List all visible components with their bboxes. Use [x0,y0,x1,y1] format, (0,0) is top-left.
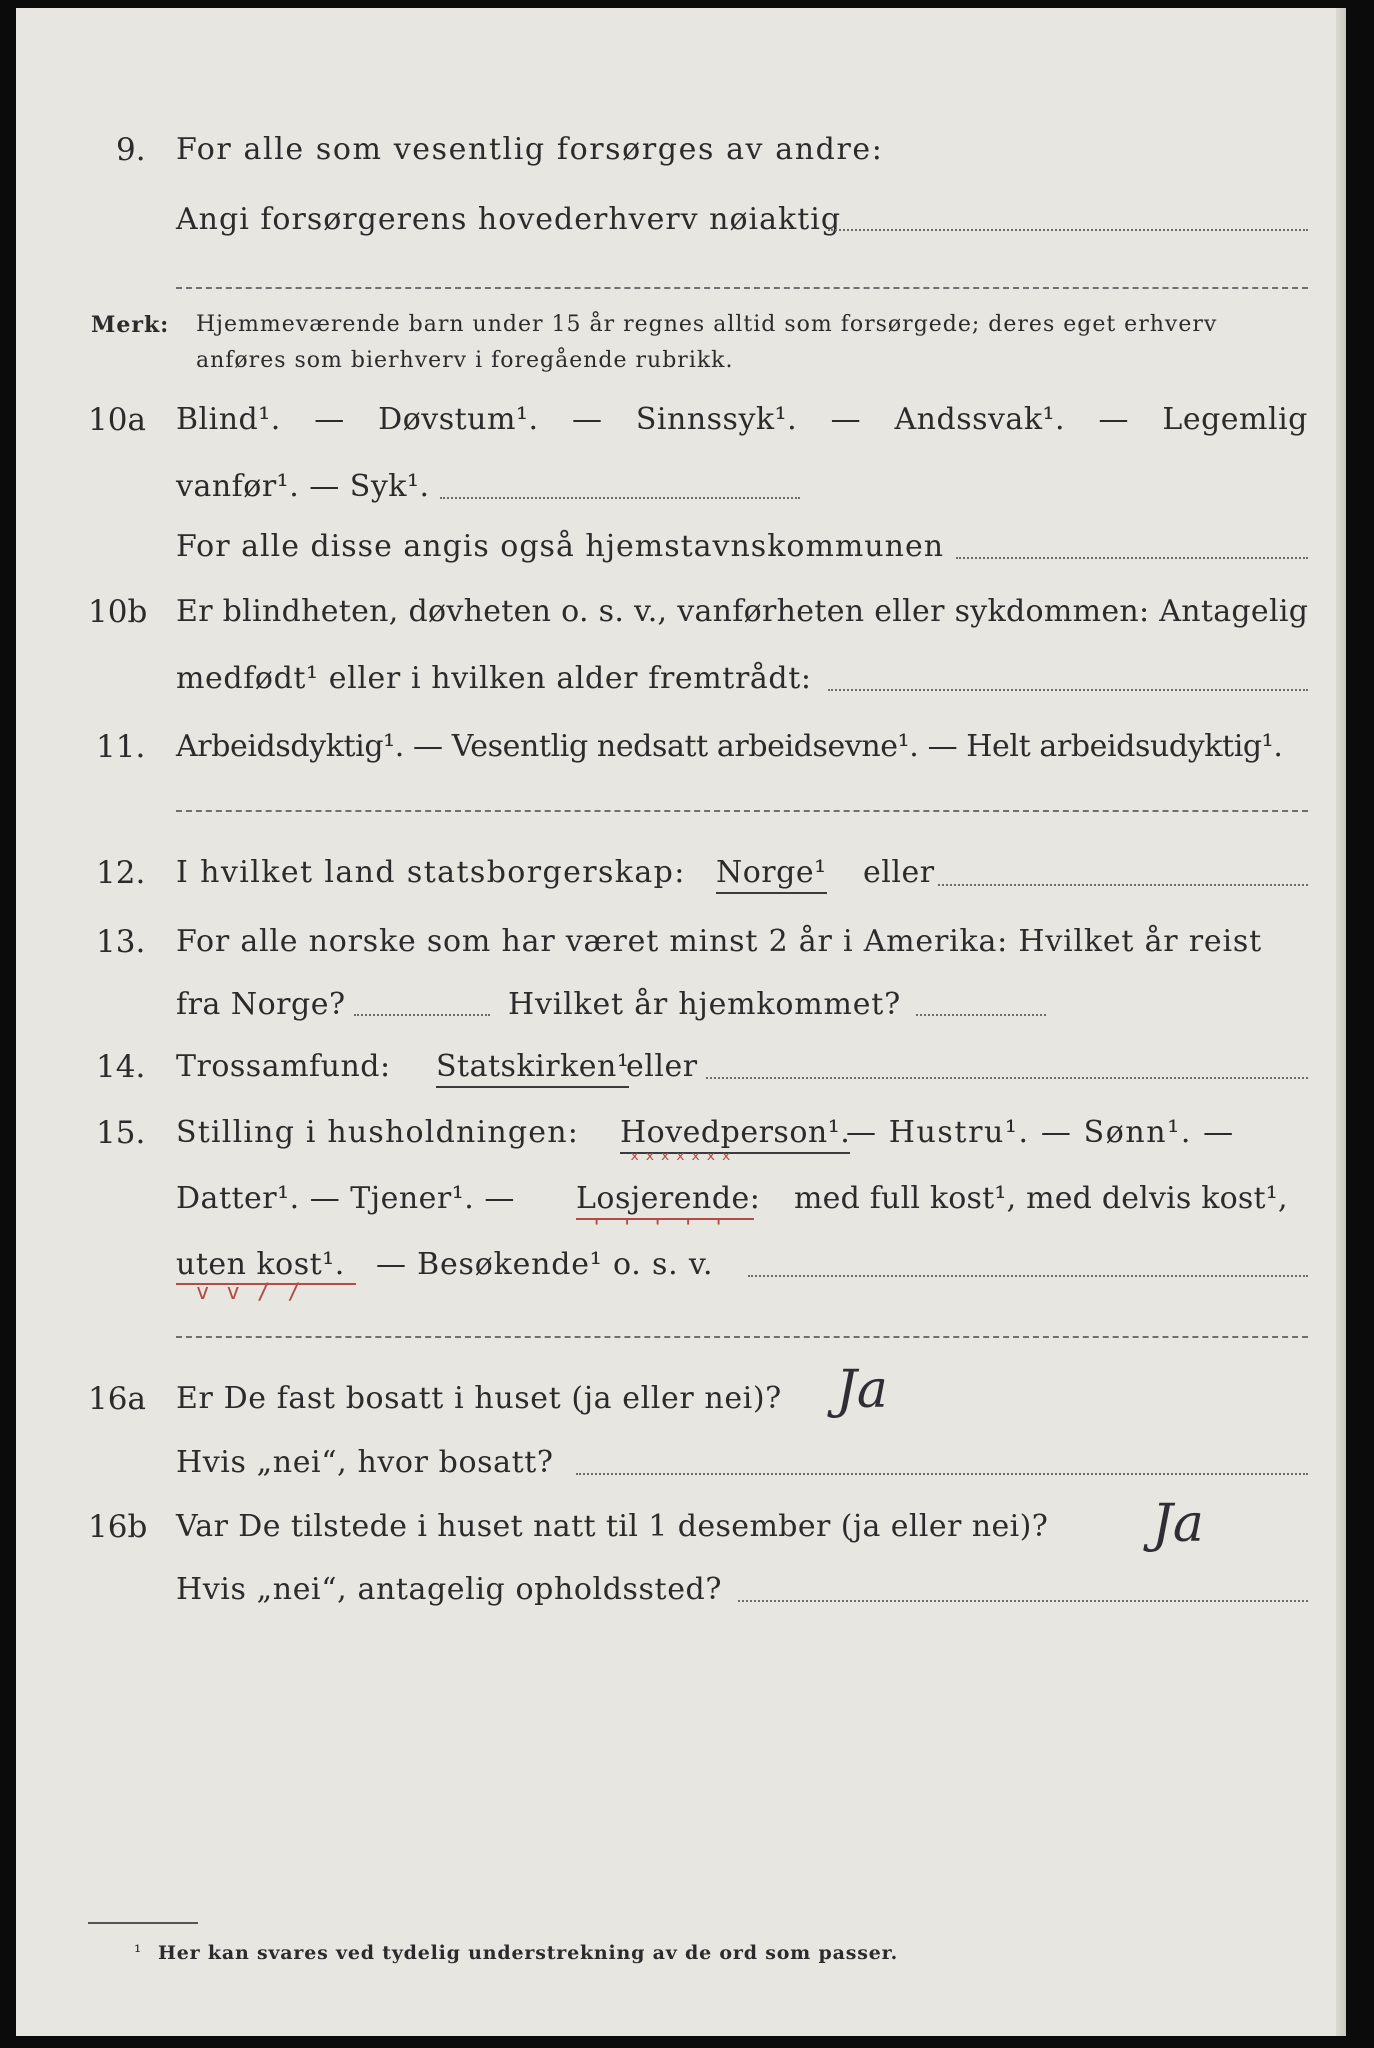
uten-kost-red-ticks: v v / / [196,1280,303,1305]
q13-reist-line[interactable] [354,1014,490,1016]
q14-option-statskirken[interactable]: Statskirken¹ [436,1048,629,1088]
merk-line1: Hjemmeværende barn under 15 år regnes alltid som forsørgede; deres eget erhverv [196,312,1218,337]
q10a-line2: vanfør¹. — Syk¹. [176,469,430,504]
q12-number: 12. [96,855,146,891]
q15-answer-line-2[interactable] [176,1336,1308,1338]
q16a-number: 16a [88,1381,146,1417]
q13-hjemkommet-line[interactable] [916,1014,1046,1016]
q9-line2: Angi forsørgerens hovederhverv nøiaktig [176,202,842,237]
q10a-number: 10a [88,402,146,438]
option-dovstum[interactable]: Døvstum¹. [378,402,539,437]
census-form-page [16,8,1346,2036]
q11-number: 11. [96,729,146,765]
merk-label: Merk: [91,312,170,338]
q15-line2b: med full kost¹, med delvis kost¹, [794,1181,1288,1216]
q12-answer-line[interactable] [938,884,1308,886]
footnote-mark: ¹ [134,1942,143,1963]
q13-line2b: Hvilket år hjemkommet? [508,987,902,1022]
q16b-number: 16b [88,1509,148,1545]
q10a-hjemstavn-line[interactable] [956,557,1308,559]
q16b-answer-line[interactable] [738,1600,1308,1602]
q10b-number: 10b [88,594,148,630]
q16a-answer-line[interactable] [576,1473,1308,1475]
option-blind[interactable]: Blind¹. [176,402,281,437]
option-andssvak[interactable]: Andssvak¹. [894,402,1066,437]
merk-line2: anføres som bierhverv i foregående rubrikk. [196,348,734,373]
q16b-handwritten-answer[interactable]: Ja [1152,1494,1204,1554]
q15-line2a: Datter¹. — Tjener¹. — [176,1181,515,1216]
q15-answer-line[interactable] [748,1275,1308,1277]
option-sinnssyk[interactable]: Sinnssyk¹. [635,402,798,437]
q10b-answer-line[interactable] [828,689,1308,691]
q16a-line1: Er De fast bosatt i huset (ja eller nei)? [176,1381,782,1416]
q16a-line2: Hvis „nei“, hvor bosatt? [176,1445,554,1480]
q15-line1b: — Hustru¹. — Sønn¹. — [846,1115,1235,1150]
q14-number: 14. [96,1049,146,1085]
q15-option-uten-kost[interactable]: uten kost¹. [176,1247,345,1282]
losjerende-red-ticks: ' ' ' ' ' [590,1216,728,1241]
q13-line2a: fra Norge? [176,987,346,1022]
q10b-line1: Er blindheten, døvheten o. s. v., vanførheten eller sykdommen: Antagelig [176,594,1309,629]
q13-number: 13. [96,924,146,960]
q14-suffix: eller [626,1049,698,1084]
q9-line1: For alle som vesentlig forsørges av andre: [176,132,884,167]
q15-number: 15. [96,1115,146,1151]
q16a-handwritten-answer[interactable]: Ja [836,1360,888,1420]
q10a-line1: Blind¹. — Døvstum¹. — Sinnssyk¹. — Andssvak¹. — Legemlig [176,402,1308,437]
q10a-answer-line[interactable] [440,497,800,499]
page-edge [1336,8,1346,2036]
hovedperson-hatch-mark: ˣˣˣˣˣˣˣ [628,1148,735,1173]
q11-line1: Arbeidsdyktig¹. — Vesentlig nedsatt arbeidsevne¹. — Helt arbeidsudyktig¹. [176,729,1283,764]
q15-line1a: Stilling i husholdningen: [176,1115,580,1150]
q15-option-losjerende[interactable]: Losjerende: [576,1181,761,1216]
q16b-line1: Var De tilstede i huset natt til 1 desember (ja eller nei)? [176,1509,1049,1544]
option-legemlig[interactable]: Legemlig [1162,402,1308,437]
q9-number: 9. [116,132,146,168]
q12-option-norge[interactable]: Norge¹ [716,854,827,894]
q12-prefix: I hvilket land statsborgerskap: [176,855,686,890]
q16b-line2: Hvis „nei“, antagelig opholdssted? [176,1572,723,1607]
q14-answer-line[interactable] [706,1077,1308,1079]
q10a-line3: For alle disse angis også hjemstavnskommunen [176,529,945,564]
q11-answer-line[interactable] [176,810,1308,812]
q9-answer-line[interactable] [828,229,1308,231]
q15-option-hovedperson[interactable]: Hovedperson¹. [620,1114,850,1154]
q14-prefix: Trossamfund: [176,1049,391,1084]
q13-line1: For alle norske som har været minst 2 år i Amerika: Hvilket år reist [176,924,1262,959]
footnote-rule [88,1922,198,1924]
q10b-line2: medfødt¹ eller i hvilken alder fremtrådt: [176,661,812,696]
q9-answer-line-2[interactable] [176,287,1308,289]
q15-line3b: — Besøkende¹ o. s. v. [376,1247,714,1282]
footnote-text: Her kan svares ved tydelig understrekning av de ord som passer. [158,1942,899,1964]
q12-suffix: eller [863,855,935,890]
